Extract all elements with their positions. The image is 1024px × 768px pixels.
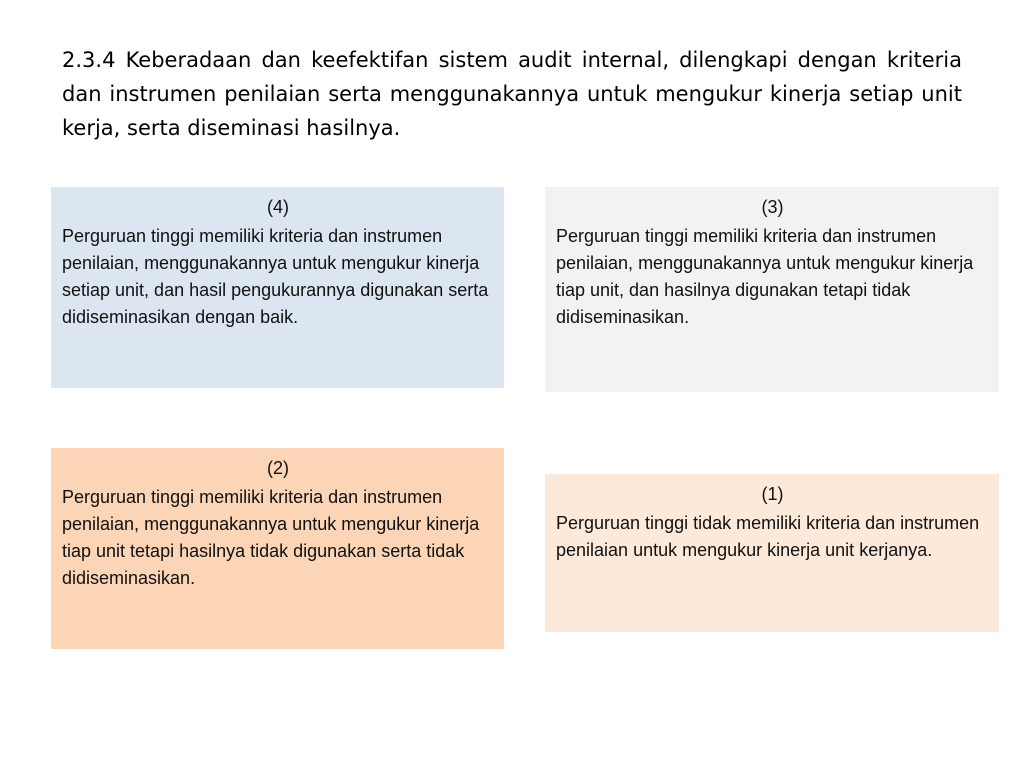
- score-description: Perguruan tinggi memiliki kriteria dan instrumen penilaian, menggunakannya untuk mengukur kinerja tiap unit tetapi hasilnya tidak digunakan serta tidak didiseminasikan.: [62, 487, 480, 588]
- score-label: (4): [267, 197, 289, 217]
- page-title: 2.3.4 Keberadaan dan keefektifan sistem audit internal, dilengkapi dengan kriteria dan instrumen penilaian serta menggunakannya untuk mengukur kinerja setiap unit kerja, serta diseminasi hasilnya.: [62, 48, 962, 140]
- score-label: (1): [761, 484, 784, 504]
- score-label: (2): [267, 458, 289, 478]
- score-card-3: [545, 187, 999, 392]
- score-card-2: [51, 448, 504, 649]
- score-description: Perguruan tinggi memiliki kriteria dan instrumen penilaian, menggunakannya untuk mengukur kinerja tiap unit, dan hasilnya digunakan tetapi tidak didiseminasikan.: [556, 226, 974, 327]
- score-description: Perguruan tinggi memiliki kriteria dan instrumen penilaian, menggunakannya untuk mengukur kinerja setiap unit, dan hasil pengukurannya digunakan serta didiseminasikan dengan baik.: [62, 226, 489, 327]
- score-card-4: [51, 187, 504, 388]
- score-description: Perguruan tinggi tidak memiliki kriteria dan instrumen penilaian untuk mengukur kinerja unit kerjanya.: [556, 513, 980, 560]
- score-card-1: [545, 474, 999, 632]
- score-label: (3): [761, 197, 784, 217]
